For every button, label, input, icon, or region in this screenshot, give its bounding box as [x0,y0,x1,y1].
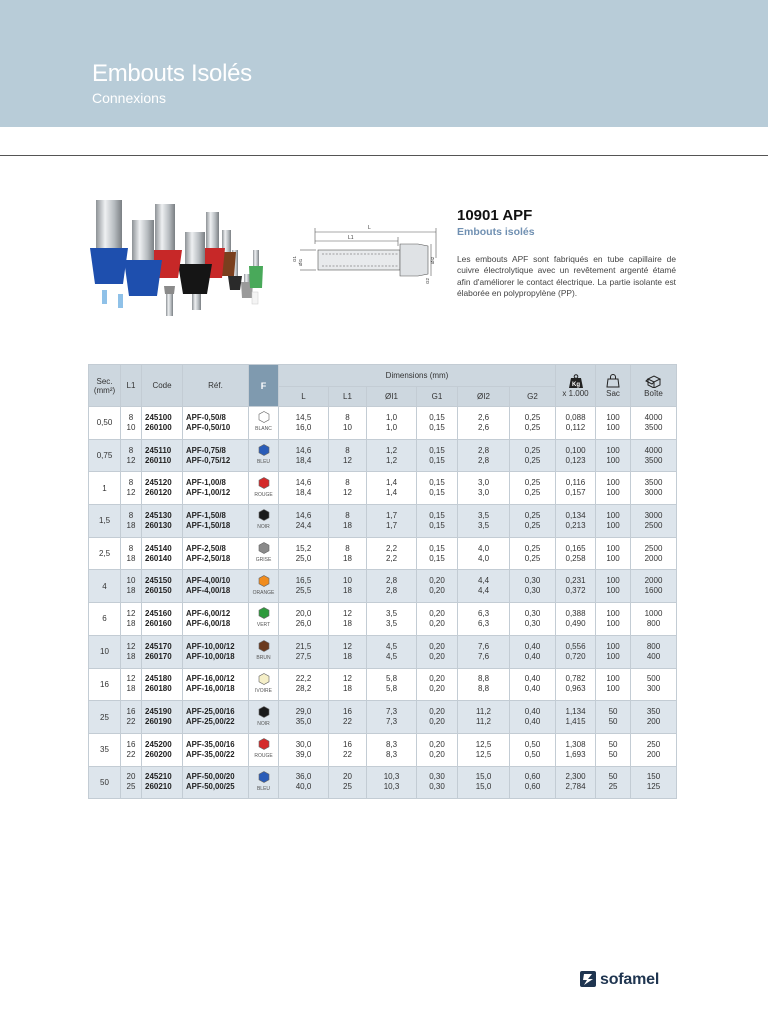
cell-sac: 50 50 [596,733,631,766]
color-hexagon-icon [258,444,270,456]
cell-sec: 0,75 [89,439,121,472]
cell-code: 245170 260170 [142,635,183,668]
color-name: BRUN [256,655,271,662]
cell-dim-DI2: 7,6 7,6 [458,635,510,668]
diagram-label-L: L [368,225,371,231]
cell-ref: APF-25,00/16 APF-25,00/22 [183,701,249,734]
cell-dim-L: 36,0 40,0 [279,766,329,799]
cell-dim-L: 14,6 18,4 [279,439,329,472]
bag-icon [606,374,620,388]
cell-dim-G1: 0,20 0,20 [417,603,458,636]
cell-dim-DI1: 1,4 1,4 [367,472,417,505]
product-photo [88,190,273,325]
cell-l1: 12 18 [121,635,142,668]
cell-boite: 250 200 [631,733,677,766]
cell-dim-DI1: 1,0 1,0 [367,407,417,440]
color-name: VERT [256,622,271,629]
cell-weight: 0,782 0,963 [556,668,596,701]
color-name: NOIR [257,524,270,531]
cell-dim-DI2: 11,2 11,2 [458,701,510,734]
cell-dim-L: 14,6 18,4 [279,472,329,505]
cell-weight: 0,556 0,720 [556,635,596,668]
product-code: 10901 APF [457,207,533,224]
cell-sac: 100 100 [596,407,631,440]
cell-dim-G1: 0,30 0,30 [417,766,458,799]
cell-dim-DI1: 3,5 3,5 [367,603,417,636]
cell-dim-G2: 0,25 0,25 [510,537,556,570]
cell-weight: 0,388 0,490 [556,603,596,636]
cell-sec: 2,5 [89,537,121,570]
cell-sac: 50 25 [596,766,631,799]
cell-weight: 0,088 0,112 [556,407,596,440]
cell-l1: 16 22 [121,701,142,734]
cell-ref: APF-1,50/8 APF-1,50/18 [183,505,249,538]
cell-code: 245130 260130 [142,505,183,538]
cell-color [249,472,279,505]
cell-boite: 3000 2500 [631,505,677,538]
cell-weight: 0,116 0,157 [556,472,596,505]
cell-dim-L1: 8 10 [329,407,367,440]
cell-dim-G1: 0,15 0,15 [417,505,458,538]
header-dim-g2: G2 [510,387,556,407]
cell-dim-G1: 0,20 0,20 [417,733,458,766]
color-hexagon-icon [258,640,270,652]
cell-sac: 100 100 [596,472,631,505]
color-hexagon-icon [258,509,270,521]
header-weight: Kg x 1.000 [556,365,596,407]
color-hexagon-icon [258,411,270,423]
cell-dim-DI1: 2,2 2,2 [367,537,417,570]
color-name: BLEU [256,785,271,792]
cell-boite: 2000 1600 [631,570,677,603]
cell-dim-L1: 10 18 [329,570,367,603]
header-banner [0,0,768,127]
cell-weight: 0,134 0,213 [556,505,596,538]
header-l1: L1 [121,365,142,407]
cell-ref: APF-2,50/8 APF-2,50/18 [183,537,249,570]
table-row [89,733,677,766]
cell-l1: 8 18 [121,505,142,538]
cell-code: 245180 260180 [142,668,183,701]
page-title: Embouts Isolés [92,60,252,87]
header-dim-di1: ØI1 [367,387,417,407]
cell-color [249,603,279,636]
cell-dim-G2: 0,30 0,30 [510,570,556,603]
table-row [89,439,677,472]
cell-boite: 350 200 [631,701,677,734]
cell-code: 245210 260210 [142,766,183,799]
table-row [89,505,677,538]
cell-sec: 6 [89,603,121,636]
cell-sac: 100 100 [596,635,631,668]
cell-code: 245110 260110 [142,439,183,472]
cell-l1: 8 12 [121,439,142,472]
cell-dim-G1: 0,20 0,20 [417,668,458,701]
color-hexagon-icon [258,706,270,718]
cell-code: 245140 260140 [142,537,183,570]
cell-code: 245190 260190 [142,701,183,734]
cell-dim-DI2: 4,0 4,0 [458,537,510,570]
cell-dim-L: 16,5 25,5 [279,570,329,603]
cell-color [249,439,279,472]
diagram-label-DI2: ØI2 [430,256,435,264]
cell-sac: 100 100 [596,505,631,538]
cell-dim-DI1: 8,3 8,3 [367,733,417,766]
table-row [89,537,677,570]
cell-boite: 4000 3500 [631,439,677,472]
cell-weight: 0,100 0,123 [556,439,596,472]
cell-dim-L: 29,0 35,0 [279,701,329,734]
header-sec: Sec. (mm²) [89,365,121,407]
color-name: ROUGE [254,491,273,498]
header-ref: Réf. [183,365,249,407]
cell-boite: 800 400 [631,635,677,668]
cell-color [249,570,279,603]
diagram-label-G1: G1 [292,255,297,262]
cell-dim-DI1: 1,2 1,2 [367,439,417,472]
cell-dim-G2: 0,25 0,25 [510,439,556,472]
cell-dim-L1: 16 22 [329,733,367,766]
cell-dim-L1: 8 12 [329,439,367,472]
color-name: IVOIRE [255,687,272,694]
table-row [89,570,677,603]
cell-l1: 12 18 [121,668,142,701]
cell-boite: 150 125 [631,766,677,799]
diagram-label-DI1: ØI1 [298,258,303,266]
table-row [89,472,677,505]
cell-dim-L: 30,0 39,0 [279,733,329,766]
diagram-label-G2: G2 [425,277,430,284]
cell-dim-G1: 0,20 0,20 [417,701,458,734]
color-hexagon-icon [258,673,270,685]
cell-dim-G2: 0,40 0,40 [510,668,556,701]
cell-l1: 10 18 [121,570,142,603]
cell-sac: 100 100 [596,439,631,472]
cell-sec: 25 [89,701,121,734]
cell-boite: 4000 3500 [631,407,677,440]
cell-dim-DI2: 3,0 3,0 [458,472,510,505]
cell-ref: APF-1,00/8 APF-1,00/12 [183,472,249,505]
product-name: Embouts isolés [457,226,535,238]
cell-color [249,537,279,570]
cell-dim-L1: 16 22 [329,701,367,734]
weight-kg-icon [568,374,584,388]
cell-dim-G1: 0,15 0,15 [417,407,458,440]
cell-code: 245150 260150 [142,570,183,603]
header-boite: Boîte [631,365,677,407]
cell-ref: APF-6,00/12 APF-6,00/18 [183,603,249,636]
color-hexagon-icon [258,542,270,554]
cell-dim-L1: 12 18 [329,635,367,668]
cell-dim-G2: 0,25 0,25 [510,407,556,440]
cell-dim-DI2: 6,3 6,3 [458,603,510,636]
cell-code: 245200 260200 [142,733,183,766]
cell-dim-G2: 0,40 0,40 [510,701,556,734]
cell-ref: APF-10,00/12 APF-10,00/18 [183,635,249,668]
header-dim-l1: L1 [329,387,367,407]
cell-dim-DI2: 2,8 2,8 [458,439,510,472]
product-description: Les embouts APF sont fabriqués en tube capillaire de cuivre électrolytique avec un revêtement argenté étamé afin d'améliorer le contact électrique. La partie isolante est élaborée en polypropylène (PP). [457,254,676,299]
cell-sec: 1 [89,472,121,505]
color-hexagon-icon [258,771,270,783]
cell-dim-DI2: 4,4 4,4 [458,570,510,603]
cell-boite: 2500 2000 [631,537,677,570]
cell-dim-L: 14,6 24,4 [279,505,329,538]
box-icon [645,374,663,388]
table-row [89,701,677,734]
cell-weight: 1,134 1,415 [556,701,596,734]
cell-dim-G1: 0,20 0,20 [417,635,458,668]
cell-ref: APF-4,00/10 APF-4,00/18 [183,570,249,603]
cell-color [249,766,279,799]
dimension-diagram [288,218,438,290]
cell-sec: 4 [89,570,121,603]
cell-code: 245100 260100 [142,407,183,440]
cell-color [249,635,279,668]
cell-dim-G1: 0,20 0,20 [417,570,458,603]
cell-sac: 100 100 [596,668,631,701]
cell-ref: APF-16,00/12 APF-16,00/18 [183,668,249,701]
header-dim-di2: ØI2 [458,387,510,407]
cell-dim-G1: 0,15 0,15 [417,472,458,505]
cell-dim-G2: 0,25 0,25 [510,472,556,505]
cell-dim-L1: 8 12 [329,472,367,505]
header-f: F [249,365,279,407]
cell-dim-L1: 12 18 [329,668,367,701]
cell-weight: 1,308 1,693 [556,733,596,766]
cell-sec: 10 [89,635,121,668]
cell-dim-L1: 8 18 [329,505,367,538]
cell-dim-DI1: 1,7 1,7 [367,505,417,538]
cell-dim-DI1: 2,8 2,8 [367,570,417,603]
color-name: GRISE [255,557,272,564]
color-name: BLEU [256,459,271,466]
cell-l1: 12 18 [121,603,142,636]
color-name: BLANC [255,426,272,433]
cell-dim-L1: 8 18 [329,537,367,570]
cell-color [249,733,279,766]
header-code: Code [142,365,183,407]
cell-dim-G1: 0,15 0,15 [417,439,458,472]
cell-boite: 1000 800 [631,603,677,636]
cell-ref: APF-0,75/8 APF-0,75/12 [183,439,249,472]
table-row [89,668,677,701]
cell-boite: 3500 3000 [631,472,677,505]
cell-sac: 100 100 [596,570,631,603]
cell-sec: 50 [89,766,121,799]
header-dim-l: L [279,387,329,407]
cell-l1: 20 25 [121,766,142,799]
cell-ref: APF-50,00/20 APF-50,00/25 [183,766,249,799]
header-divider [0,155,768,156]
table-row [89,603,677,636]
cell-dim-G2: 0,30 0,30 [510,603,556,636]
cell-dim-L: 22,2 28,2 [279,668,329,701]
cell-dim-DI1: 5,8 5,8 [367,668,417,701]
cell-dim-DI2: 3,5 3,5 [458,505,510,538]
cell-dim-L: 15,2 25,0 [279,537,329,570]
cell-sec: 16 [89,668,121,701]
cell-dim-DI2: 15,0 15,0 [458,766,510,799]
cell-dim-L1: 12 18 [329,603,367,636]
color-hexagon-icon [258,477,270,489]
cell-code: 245160 260160 [142,603,183,636]
table-row [89,635,677,668]
cell-color [249,668,279,701]
cell-sac: 100 100 [596,603,631,636]
cell-boite: 500 300 [631,668,677,701]
cell-l1: 8 10 [121,407,142,440]
sofamel-logo-icon [579,970,597,988]
cell-ref: APF-35,00/16 APF-35,00/22 [183,733,249,766]
cell-code: 245120 260120 [142,472,183,505]
cell-dim-G2: 0,50 0,50 [510,733,556,766]
brand-name: sofamel [600,971,660,988]
cell-dim-DI2: 8,8 8,8 [458,668,510,701]
cell-dim-G1: 0,15 0,15 [417,537,458,570]
page-subtitle: Connexions [92,90,166,106]
cell-color [249,505,279,538]
spec-table [88,364,677,799]
table-row [89,407,677,440]
color-name: ORANGE [252,589,275,596]
cell-sac: 50 50 [596,701,631,734]
cell-ref: APF-0,50/8 APF-0,50/10 [183,407,249,440]
cell-sec: 35 [89,733,121,766]
cell-dim-DI2: 12,5 12,5 [458,733,510,766]
cell-sac: 100 100 [596,537,631,570]
cell-dim-DI1: 10,3 10,3 [367,766,417,799]
cell-color [249,407,279,440]
cell-l1: 8 12 [121,472,142,505]
color-name: NOIR [257,720,270,727]
cell-dim-L: 14,5 16,0 [279,407,329,440]
header-dim-g1: G1 [417,387,458,407]
brand-logo [579,970,660,993]
cell-dim-L: 20,0 26,0 [279,603,329,636]
cell-color [249,701,279,734]
cell-dim-DI2: 2,6 2,6 [458,407,510,440]
cell-weight: 0,231 0,372 [556,570,596,603]
cell-weight: 0,165 0,258 [556,537,596,570]
svg-text:Kg: Kg [571,381,580,388]
header-sac: Sac [596,365,631,407]
cell-dim-G2: 0,60 0,60 [510,766,556,799]
cell-l1: 8 18 [121,537,142,570]
cell-sec: 1,5 [89,505,121,538]
cell-dim-L: 21,5 27,5 [279,635,329,668]
cell-l1: 16 22 [121,733,142,766]
color-hexagon-icon [258,738,270,750]
diagram-label-L1: L1 [348,235,354,241]
cell-dim-L1: 20 25 [329,766,367,799]
cell-dim-G2: 0,40 0,40 [510,635,556,668]
spec-table-body [89,407,677,799]
cell-dim-DI1: 4,5 4,5 [367,635,417,668]
table-row [89,766,677,799]
cell-weight: 2,300 2,784 [556,766,596,799]
cell-sec: 0,50 [89,407,121,440]
color-hexagon-icon [258,607,270,619]
header-dimensions: Dimensions (mm) [279,365,556,387]
color-name: ROUGE [254,753,273,760]
cell-dim-G2: 0,25 0,25 [510,505,556,538]
cell-dim-DI1: 7,3 7,3 [367,701,417,734]
color-hexagon-icon [258,575,270,587]
